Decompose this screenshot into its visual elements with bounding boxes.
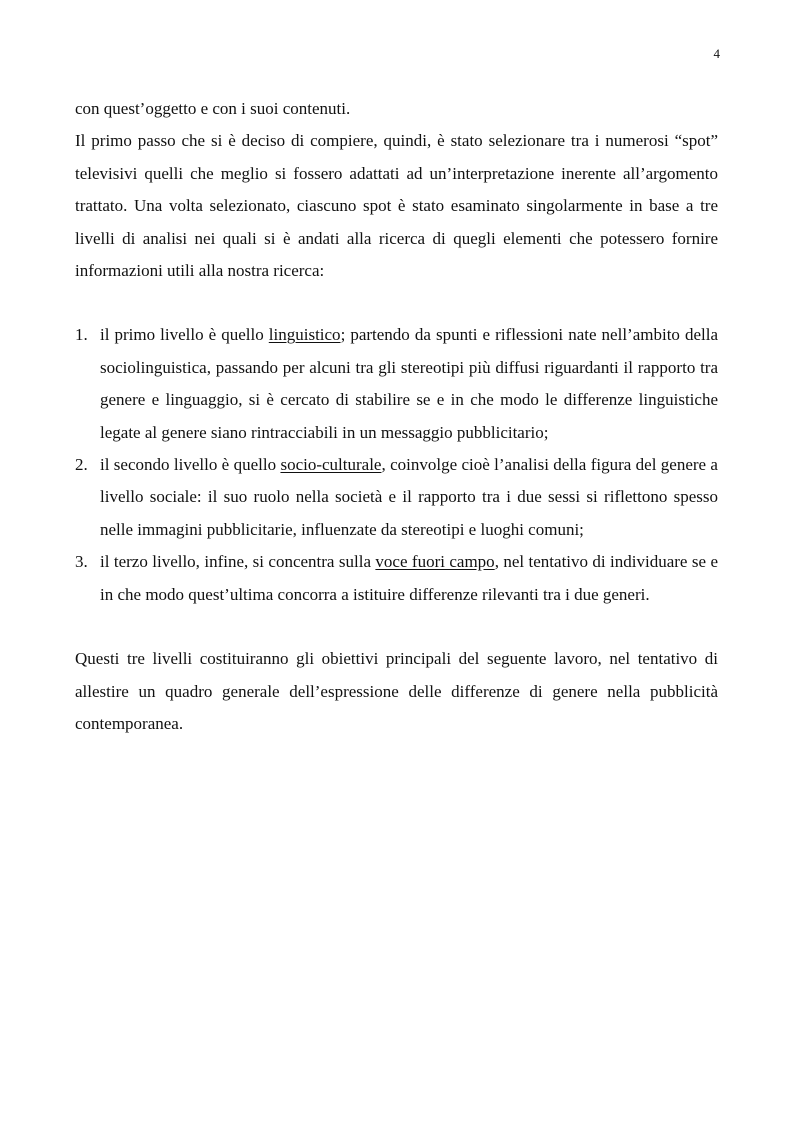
list-item-level-1 [75, 319, 718, 449]
conclusion-paragraph: Questi tre livelli costituiranno gli obiettivi principali del seguente lavoro, nel tentativo di allestire un quadro generale dell’espressione delle differenze di genere nella pubblicità contemporanea. [75, 649, 718, 733]
analysis-levels-list [75, 319, 718, 611]
level-text-after: , nel tentativo di individuare se e in che modo quest’ultima concorra a istituire differenze rilevanti tra i due generi. [100, 552, 719, 604]
list-number: 3. [75, 552, 88, 572]
list-number: 2. [75, 455, 88, 475]
level-text-after: , coinvolge cioè l’analisi della figura del genere a livello sociale: il suo ruolo nella società e il rapporto tra i due sessi si riflettono spesso nelle immagini pubblicitarie, influenzate da stereotipi e luoghi comuni; [100, 455, 718, 539]
paragraph-spacer [75, 287, 718, 319]
document-body [75, 93, 718, 740]
level-term-underlined: voce fuori campo [375, 552, 495, 572]
level-text-before: il terzo livello, infine, si concentra sulla [100, 552, 376, 572]
level-text-before: il secondo livello è quello [100, 455, 281, 475]
list-number: 1. [75, 325, 88, 345]
intro-paragraph: Il primo passo che si è deciso di compiere, quindi, è stato selezionare tra i numerosi “spot” televisivi quelli che meglio si fossero adattati ad un’interpretazione inerente all’argomento trattato. Una volta selezionato, ciascuno spot è stato esaminato singolarmente in base a tre livelli di analisi nei quali si è andati alla ricerca di quegli elementi che potessero fornire informazioni utili alla nostra ricerca: [75, 131, 718, 281]
level-term-underlined: linguistico [268, 325, 341, 345]
continuation-line: con quest’oggetto e con i suoi contenuti. [75, 99, 351, 118]
list-item-level-2 [75, 449, 718, 546]
list-item-level-3 [75, 546, 718, 611]
level-text-after: ; partendo da spunti e riflessioni nate nell’ambito della sociolinguistica, passando per alcuni tra gli stereotipi più diffusi riguardanti il rapporto tra genere e linguaggio, si è cercato di stabilire se e in che modo le differenze linguistiche legate al genere siano rintracciabili in un messaggio pubblicitario; [100, 325, 719, 442]
level-text-before: il primo livello è quello [100, 325, 269, 345]
page-number: 4 [713, 46, 720, 61]
paragraph-spacer [75, 611, 718, 643]
level-term-underlined: socio-culturale [280, 455, 382, 475]
